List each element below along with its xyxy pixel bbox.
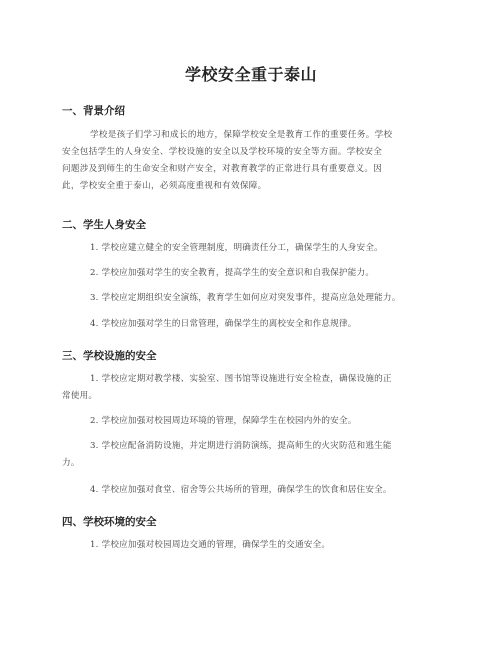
list-item: 2. 学校应加强对校园周边环境的管理，保障学生在校园内外的安全。 <box>90 416 357 426</box>
list-item <box>62 371 392 405</box>
list-item-line: 3. 学校应配备消防设施，并定期进行消防演练，提高师生的火灾防范和逃生能 <box>90 441 392 451</box>
list-item: 3. 学校应定期组织安全演练，教育学生如何应对突发事件，提高应急处理能力。 <box>90 293 401 303</box>
section-heading-background: 一、背景介绍 <box>62 105 125 117</box>
document-title: 学校安全重于泰山 <box>184 65 317 84</box>
section-heading-facility-safety: 三、学校设施的安全 <box>62 350 157 362</box>
list-item <box>62 438 392 472</box>
list-item-line: 力。 <box>62 458 80 468</box>
list-item: 1. 学校应加强对校园周边交通的管理，确保学生的交通安全。 <box>90 540 331 550</box>
paragraph-line: 问题涉及到师生的生命安全和财产安全，对教育教学的正常进行具有重要意义。因 <box>62 164 383 174</box>
list-item: 4. 学校应加强对学生的日常管理，确保学生的离校安全和作息规律。 <box>90 319 357 329</box>
paragraph-line: 安全包括学生的人身安全、学校设施的安全以及学校环境的安全等方面。学校安全 <box>62 147 383 157</box>
background-paragraph <box>62 127 442 195</box>
paragraph-line: 此，学校安全重于泰山，必须高度重视和有效保障。 <box>62 181 267 191</box>
list-item-line: 1. 学校应定期对教学楼、实验室、图书馆等设施进行安全检查，确保设施的正 <box>90 374 392 384</box>
list-item: 4. 学校应加强对食堂、宿舍等公共场所的管理，确保学生的饮食和居住安全。 <box>90 485 392 495</box>
list-item-line: 常使用。 <box>62 391 98 401</box>
section-heading-environment-safety: 四、学校环境的安全 <box>62 516 157 528</box>
section-heading-student-safety: 二、学生人身安全 <box>62 219 146 231</box>
paragraph-line: 学校是孩子们学习和成长的地方，保障学校安全是教育工作的重要任务。学校 <box>90 130 393 140</box>
list-item: 2. 学校应加强对学生的安全教育，提高学生的安全意识和自我保护能力。 <box>90 268 375 278</box>
list-item: 1. 学校应建立健全的安全管理制度，明确责任分工，确保学生的人身安全。 <box>90 243 383 253</box>
